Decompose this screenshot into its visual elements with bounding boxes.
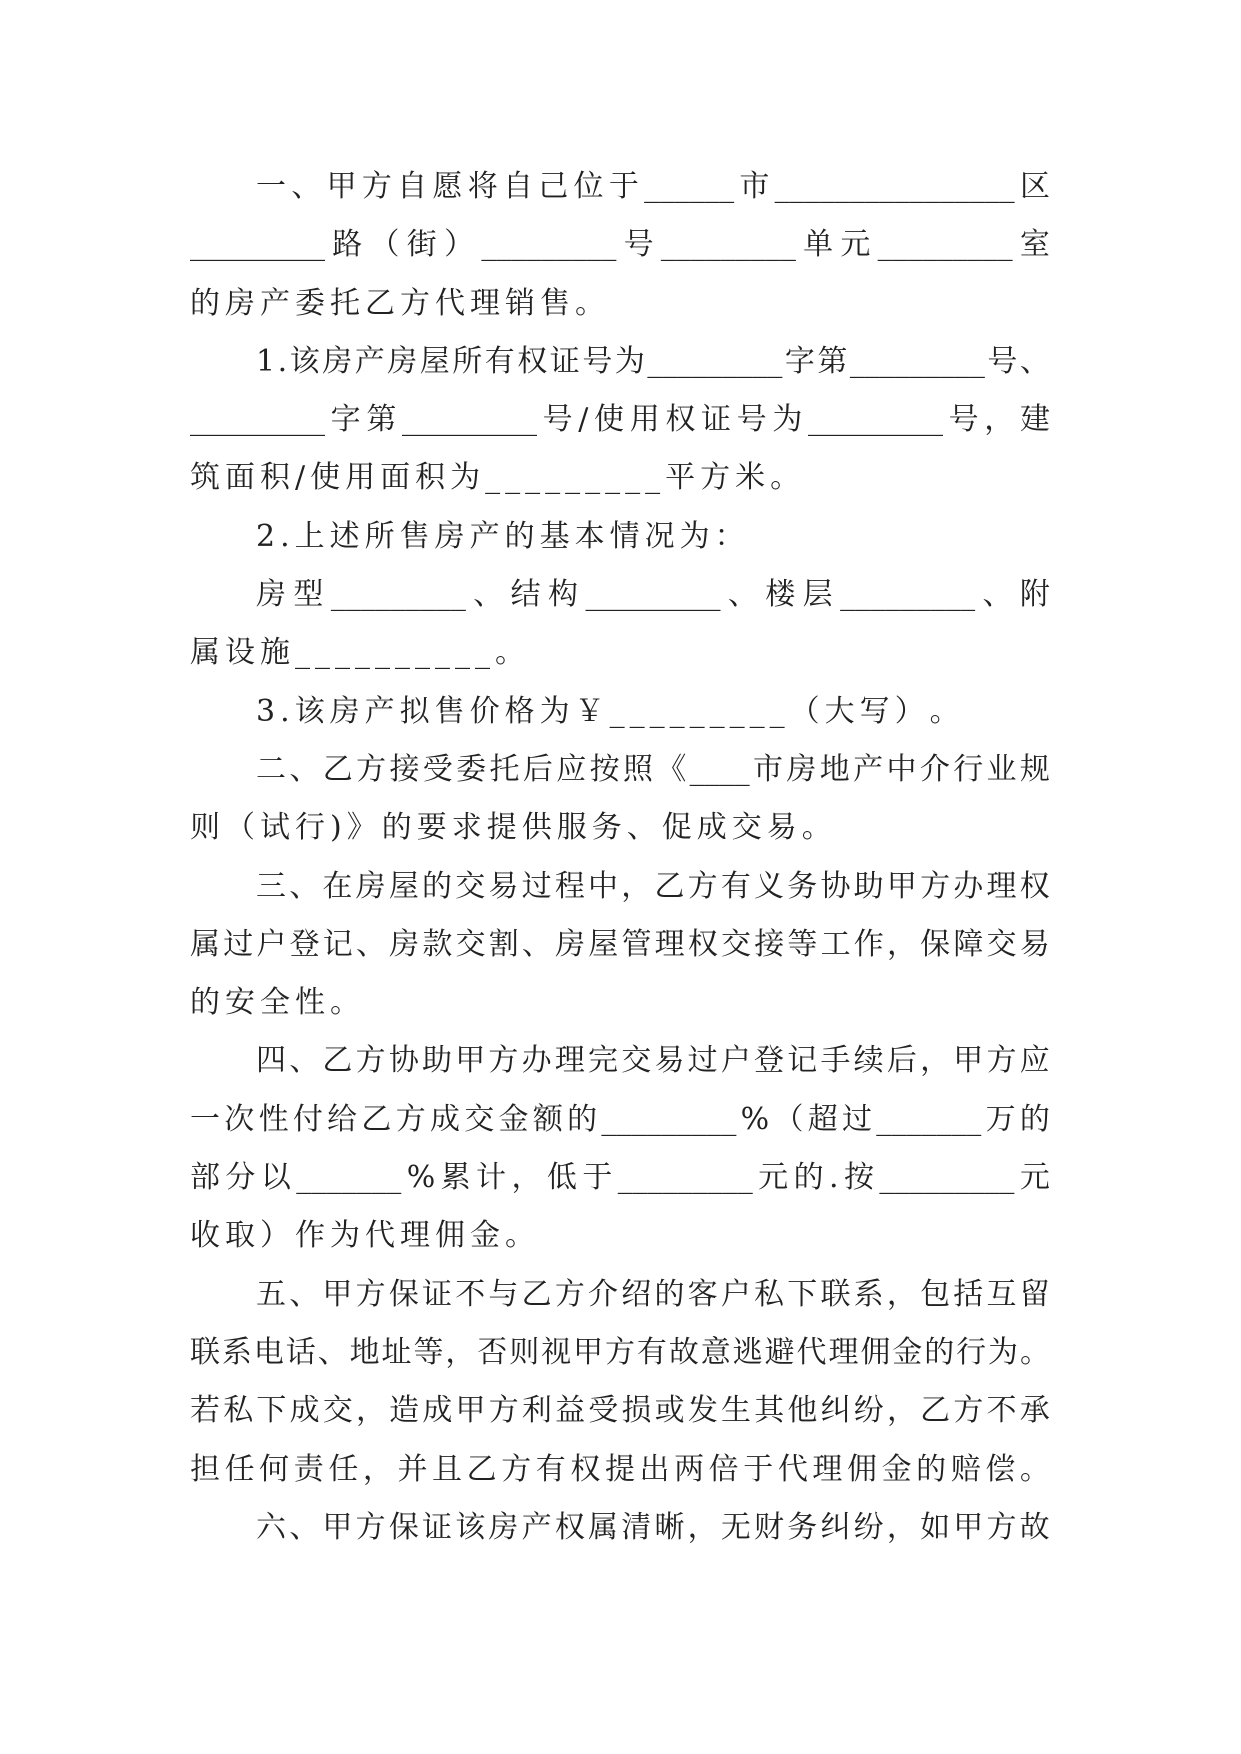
document-line: 2 . 上 述 所 售 房 产 的 基 本 情 况 为 ： <box>256 518 750 554</box>
document-line: 三 、 在 房 屋 的 交 易 过 程 中 ， 乙 方 有 义 务 协 助 甲 方 办 理 权 <box>256 868 1050 904</box>
document-line: 一 、 甲 方 自 愿 将 自 己 位 于 ______ 市 ________________ 区 <box>256 169 1050 204</box>
document-line: 房 型 _________ 、 结 构 _________ 、 楼 层 _________ 、 附 <box>256 577 1050 613</box>
document-line: _________ 路 （ 街 ） _________ 号 _________ 单 元 _________ 室 <box>190 227 1050 263</box>
document-line: 担 任 何 责 任 ， 并 且 乙 方 有 权 提 出 两 倍 于 代 理 佣 金 的 赔 偿 。 <box>190 1451 1050 1487</box>
document-line: 则 （ 试 行 ) 》 的 要 求 提 供 服 务 、 促 成 交 易 。 <box>190 810 837 846</box>
contract-body <box>190 158 1050 1557</box>
document-line: 联 系 电 话 、 地 址 等 ， 否 则 视 甲 方 有 故 意 逃 避 代 理 佣 金 的 行 为 。 <box>190 1334 1050 1370</box>
document-line: 属 过 户 登 记 、 房 款 交 割 、 房 屋 管 理 权 交 接 等 工 作 ， 保 障 交 易 <box>190 926 1050 962</box>
document-line: 3 . 该 房 产 拟 售 价 格 为 ￥ _________ （ 大 写 ） 。 <box>256 693 965 729</box>
document-line: 属 设 施 __________ 。 <box>190 635 530 671</box>
document-line: _________ 字 第 _________ 号 / 使 用 权 证 号 为 _________ 号 ， 建 <box>190 402 1050 438</box>
document-line: 若 私 下 成 交 ， 造 成 甲 方 利 益 受 损 或 发 生 其 他 纠 纷 ， 乙 方 不 承 <box>190 1393 1050 1429</box>
document-line: 1 . 该 房 产 房 屋 所 有 权 证 号 为 _________ 字 第 _________ 号 、 <box>256 343 1050 379</box>
document-line: 筑 面 积 / 使 用 面 积 为 _________ 平 方 米 。 <box>190 460 806 496</box>
document-line: 部 分 以 _______ % 累 计 ， 低 于 _________ 元 的 . 按 _________ 元 <box>190 1160 1050 1196</box>
document-line: 四 、 乙 方 协 助 甲 方 办 理 完 交 易 过 户 登 记 手 续 后 ， 甲 方 应 <box>256 1043 1050 1079</box>
document-line: 收 取 ） 作 为 代 理 佣 金 。 <box>190 1218 540 1254</box>
document-line: 六 、 甲 方 保 证 该 房 产 权 属 清 晰 ， 无 财 务 纠 纷 ， 如 甲 方 故 <box>256 1509 1050 1545</box>
document-line: 五 、 甲 方 保 证 不 与 乙 方 介 绍 的 客 户 私 下 联 系 ， 包 括 互 留 <box>256 1276 1050 1312</box>
document-line: 一 次 性 付 给 乙 方 成 交 金 额 的 _________ % （ 超 过 _______ 万 的 <box>190 1101 1050 1137</box>
document-line: 的 房 产 委 托 乙 方 代 理 销 售 。 <box>190 285 610 321</box>
document-line: 二 、 乙 方 接 受 委 托 后 应 按 照 《 ____ 市 房 地 产 中 介 行 业 规 <box>256 751 1050 787</box>
document-line: 的 安 全 性 。 <box>190 985 365 1021</box>
